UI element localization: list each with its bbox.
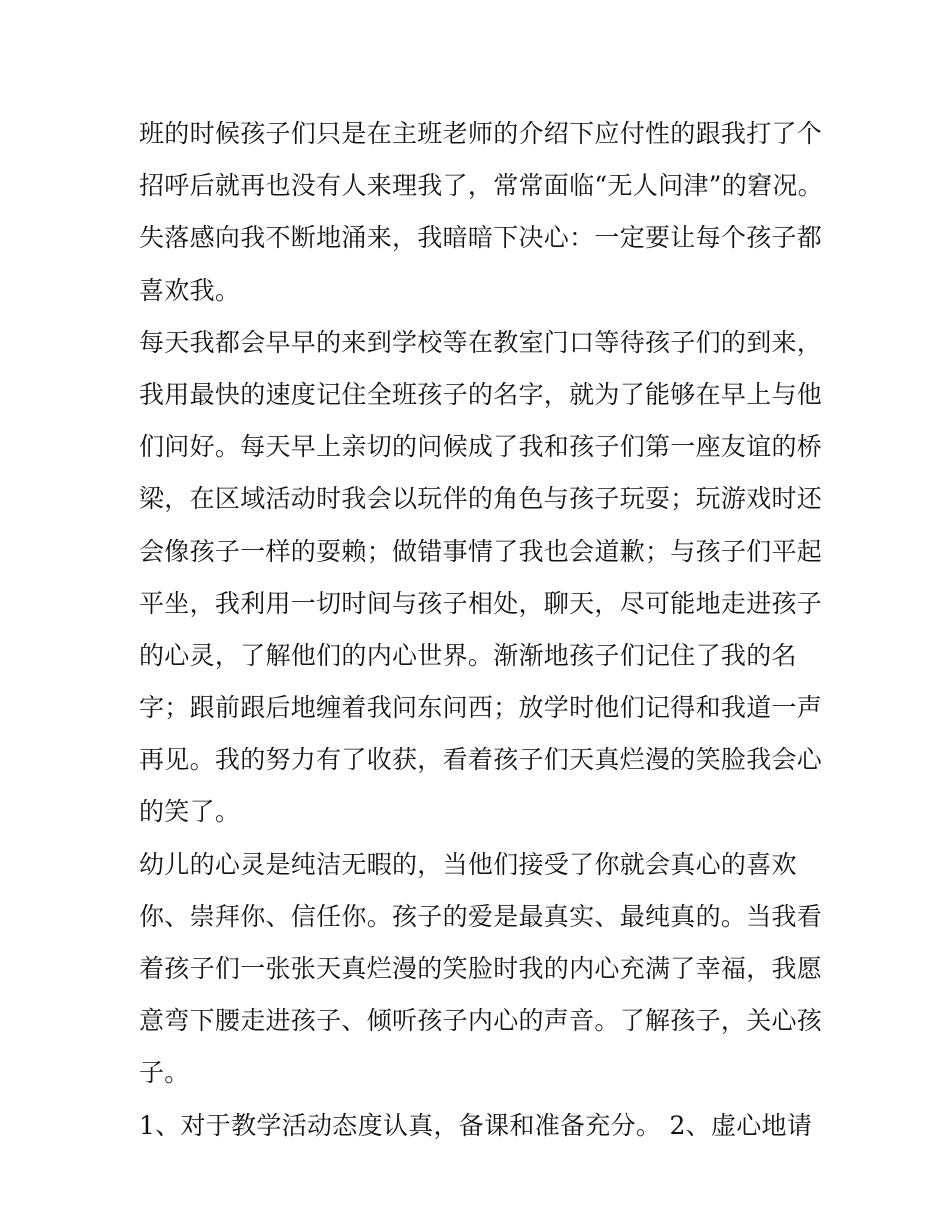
text-line: 每天我都会早早的来到学校等在教室门口等待孩子们的到来， (139, 327, 823, 357)
text-line: 会像孩子一样的耍赖；做错事情了我也会道歉；与孩子们平起 (139, 536, 823, 566)
text-line: 招呼后就再也没有人来理我了，常常面临“无人问津”的窘况。 (139, 171, 823, 201)
text-line: 着孩子们一张张天真烂漫的笑脸时我的内心充满了幸福，我愿 (139, 954, 823, 983)
text-line: 班的时候孩子们只是在主班老师的介绍下应付性的跟我打了个 (139, 119, 823, 148)
text-line: 们问好。每天早上亲切的问候成了我和孩子们第一座友谊的桥 (139, 432, 823, 462)
text-line: 喜欢我。 (139, 275, 241, 305)
text-line: 平坐，我利用一切时间与孩子相处，聊天，尽可能地走进孩子 (139, 588, 823, 618)
text-line: 意弯下腰走进孩子、倾听孩子内心的声音。了解孩子，关心孩 (139, 1006, 823, 1036)
text-line: 你、崇拜你、信任你。孩子的爱是最真实、最纯真的。当我看 (139, 901, 823, 931)
text-line: 梁，在区域活动时我会以玩伴的角色与孩子玩耍；玩游戏时还 (139, 484, 823, 514)
text-line: 的笑了。 (139, 797, 241, 827)
text-line: 失落感向我不断地涌来，我暗暗下决心：一定要让每个孩子都 (139, 223, 823, 253)
text-line: 1、对于教学活动态度认真，备课和准备充分。 2、虚心地请 (139, 1110, 813, 1140)
text-line: 的心灵，了解他们的内心世界。渐渐地孩子们记住了我的名 (139, 640, 797, 670)
text-line: 子。 (139, 1058, 190, 1088)
body-text (139, 108, 829, 1152)
text-line: 我用最快的速度记住全班孩子的名字，就为了能够在早上与他 (139, 379, 823, 409)
text-line: 幼儿的心灵是纯洁无暇的，当他们接受了你就会真心的喜欢 (139, 849, 797, 879)
text-line: 字；跟前跟后地缠着我问东问西；放学时他们记得和我道一声 (139, 693, 823, 723)
text-line: 再见。我的努力有了收获，看着孩子们天真烂漫的笑脸我会心 (139, 745, 823, 775)
